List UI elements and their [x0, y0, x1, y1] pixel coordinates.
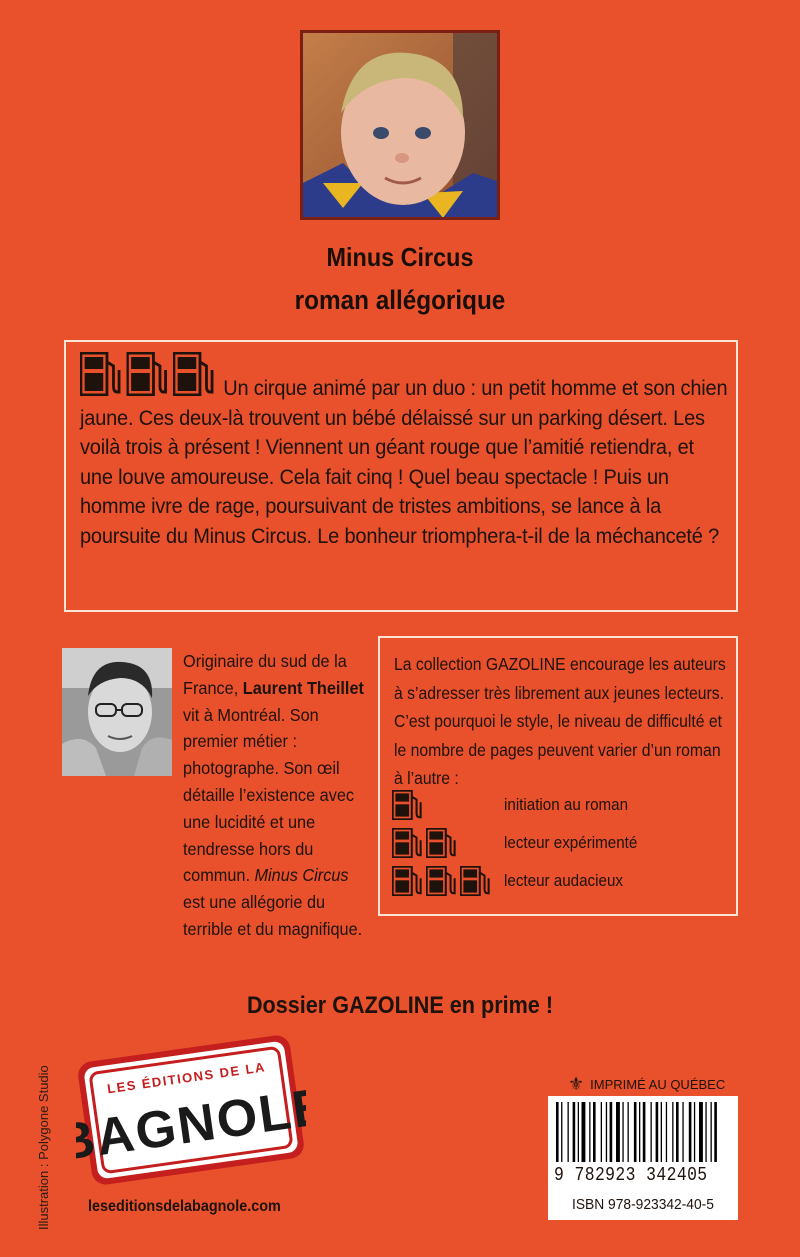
cover-illustration — [300, 30, 500, 220]
author-bio-city: vit à Montréal. Son premier métier : photographe. Son œil détaille l’existence avec une lucidité et une tendresse hors du commun. — [183, 704, 355, 886]
summary-paragraph: Un cirque animé par un duo : un petit homme et son chien jaune. Ces deux-là trouvent un bébé délaissé sur un parking désert. Les voilà trois à présent ! Viennent un géant rouge que l’amitié retiendra, et une louve amoureuse. Cela fait cinq ! Quel beau spectacle ! Puis un homme ivre de rage, poursuivant de tristes ambitions, se lance à la poursuite du Minus Circus. Le bonheur triomphera-t-il de la méchanceté ? — [80, 376, 728, 548]
isbn-number: ISBN 978-923342-40-5 — [572, 1196, 714, 1213]
publisher-website: leseditionsdelabagnole.com — [88, 1198, 281, 1215]
barcode-digits: 9 782923 342405 — [554, 1164, 708, 1186]
gas-pump-icon — [426, 866, 456, 896]
book-title-italic: Minus Circus — [254, 865, 349, 886]
author-bio-intro: Originaire du sud de la France, — [183, 651, 347, 698]
collection-box — [378, 636, 738, 916]
legend-level-2 — [392, 828, 638, 858]
book-title: Minus Circus — [326, 242, 474, 272]
legend-level-3 — [392, 866, 623, 896]
book-subtitle: roman allégorique — [294, 285, 506, 315]
gas-pump-icon — [460, 866, 490, 896]
summary-text — [80, 374, 731, 551]
collection-text: La collection GAZOLINE encourage les auteurs à s’adresser très librement aux jeunes lecteurs. C’est pourquoi le style, le niveau de difficulté et le nombre de pages peuvent varier d’un roman à l’autre : — [394, 654, 726, 788]
logo-main-text: BAGNOLE — [76, 1077, 306, 1173]
legend-level-1 — [392, 790, 629, 820]
gas-pump-icon — [392, 866, 422, 896]
summary-box — [64, 340, 738, 612]
dossier-note: Dossier GAZOLINE en prime ! — [246, 992, 554, 1019]
gas-pump-icon — [80, 352, 121, 396]
legend-label: lecteur expérimenté — [504, 833, 638, 852]
imprint-text: IMPRIMÉ AU QUÉBEC — [590, 1077, 726, 1092]
gas-pump-icon — [392, 790, 422, 820]
author-bio — [64, 648, 371, 943]
illustration-credit: Illustration : Polygone Studio — [36, 1065, 51, 1230]
barcode — [548, 1096, 738, 1220]
author-bio-end: est une allégorie du terrible et du magnifique. — [183, 892, 363, 939]
rating-pumps — [80, 352, 214, 396]
gas-pump-icon — [392, 828, 422, 858]
imprint-line — [568, 1074, 725, 1095]
gas-pump-icon — [426, 828, 456, 858]
legend-label: lecteur audacieux — [504, 871, 623, 890]
fleur-de-lis-icon: ⚜ — [568, 1074, 585, 1094]
gas-pump-icon — [173, 352, 214, 396]
author-name: Laurent Theillet — [242, 677, 364, 698]
barcode-bars — [548, 1096, 738, 1166]
publisher-logo — [76, 1030, 306, 1195]
logo-top-text: LES ÉDITIONS DE LA — [106, 1059, 267, 1097]
gas-pump-icon — [127, 352, 168, 396]
legend-label: initiation au roman — [504, 795, 629, 814]
